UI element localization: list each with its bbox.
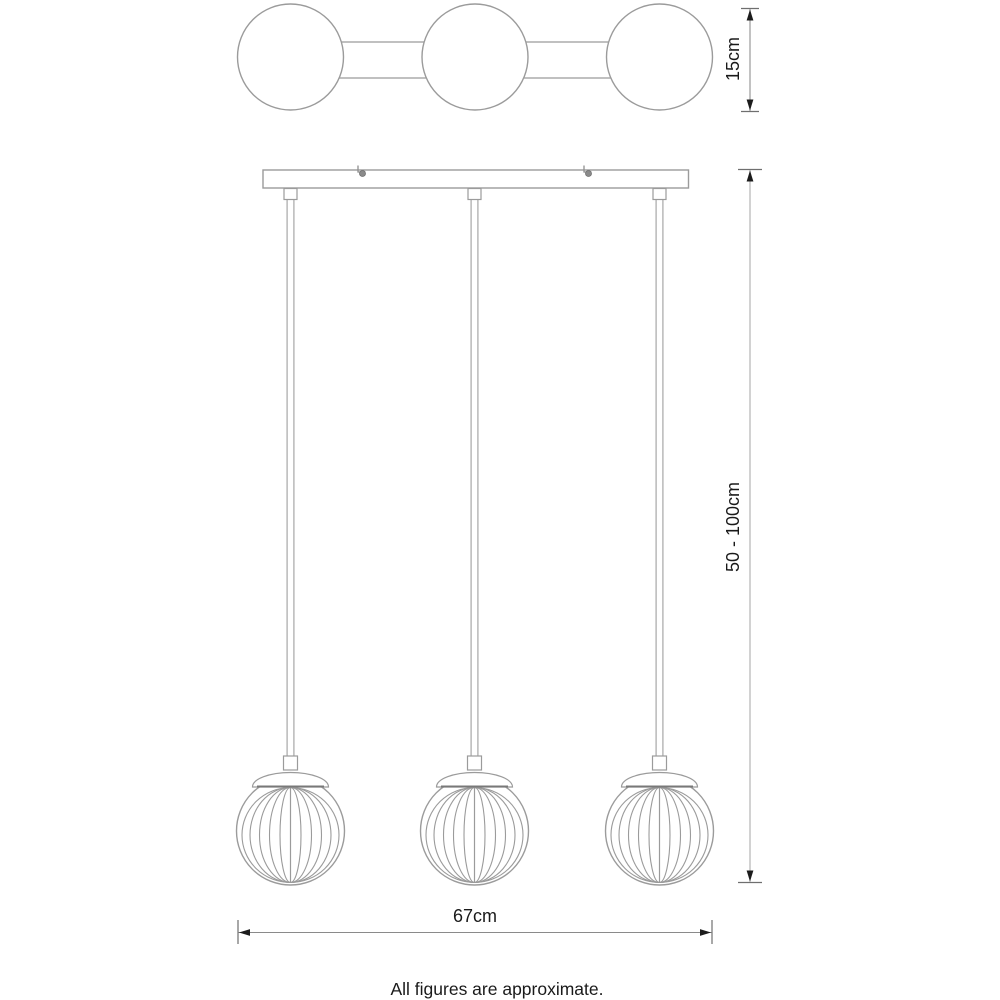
top-view [238,4,713,110]
screw-head [586,171,592,177]
shade-cap-dome [253,773,329,788]
cord-socket [284,756,298,770]
dim-label-drop-range: 50 - 100cm [723,481,743,573]
dim-label-plate-depth: 15cm [723,36,743,82]
cord-socket [653,756,667,770]
dimension-plate-depth [723,9,759,112]
shade-cap-dome [437,773,513,788]
plan-shade-circle-right [607,4,713,110]
front-view [237,166,714,886]
dimension-drop-range [723,170,762,883]
dim-label-overall-width: 67cm [452,906,498,926]
caption-text: All figures are approximate. [390,979,604,999]
dim-arrow-down [747,100,754,111]
dim-arrow-up [747,10,754,21]
cord-connector [468,189,481,200]
plan-shade-circle-center [422,4,528,110]
ceiling-bar [263,170,689,188]
dim-arrow-right [700,929,711,936]
cord-socket [468,756,482,770]
screw-head [360,171,366,177]
cord-connector [653,189,666,200]
dim-arrow-down [747,871,754,882]
plan-shade-circle-left [238,4,344,110]
pendant-left [237,189,345,886]
dim-arrow-left [239,929,250,936]
pendant-right [606,189,714,886]
dim-arrow-up [747,171,754,182]
dimension-overall-width [238,906,712,944]
shade-cap-dome [622,773,698,788]
pendant-center [421,189,529,886]
cord-connector [284,189,297,200]
